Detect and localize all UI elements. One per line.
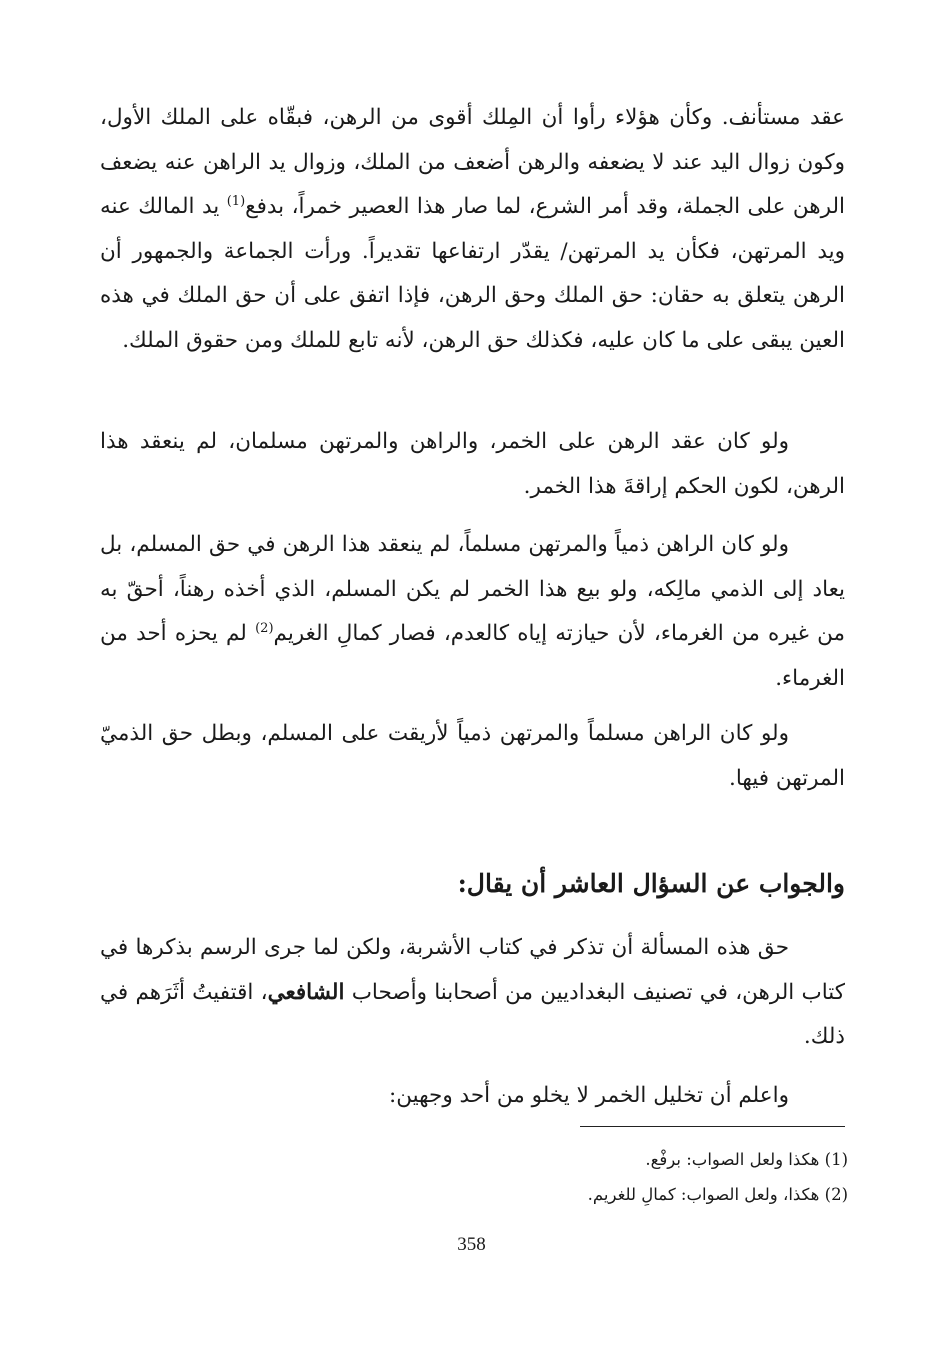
main-text-block-6: [100, 1074, 845, 1119]
paragraph-1-text-a: عقد مستأنف. وكأن هؤلاء رأوا أن المِلك أقوى من الرهن، فبقّاه على الملك الأول، وكون زوال اليد عند لا يضعفه والرهن أضعف من الملك، وزوال يد الراهن عنه يضعف الرهن على الجملة، وقد أمر الشرع، لما صار هذا العصير خمراً، بدفع: [100, 105, 845, 219]
bold-name-shafii: الشافعي: [267, 979, 345, 1005]
main-text-block-5: [100, 926, 845, 1060]
paragraph-5-text-b: ، اقتفيتُ أثَرَهم في ذلك.: [100, 979, 845, 1049]
footnote-divider: [580, 1126, 845, 1127]
footnote-1: (1) هكذا ولعل الصواب: برفْع.: [645, 1150, 848, 1169]
section-heading: والجواب عن السؤال العاشر أن يقال:: [457, 869, 845, 898]
paragraph-2: ولو كان عقد الرهن على الخمر، والراهن والمرتهن مسلمان، لم ينعقد هذا الرهن، لكون الحكم إراقةَ هذا الخمر.: [100, 429, 845, 499]
paragraph-3: [100, 523, 845, 701]
footnotes: [100, 1142, 848, 1212]
paragraph-6: واعلم أن تخليل الخمر لا يخلو من أحد وجهين:: [389, 1083, 789, 1108]
paragraph-3-text-b: لم يحزه أحد من الغرماء.: [100, 621, 845, 691]
page-number: 358: [457, 1234, 486, 1255]
paragraph-5: [100, 926, 845, 1060]
main-text-block-4: [100, 712, 845, 801]
paragraph-3-text-a: ولو كان الراهن ذمياً والمرتهن مسلماً، لم ينعقد هذا الرهن في حق المسلم، بل يعاد إلى الذمي مالِكه، ولو بيع هذا الخمر لم يكن المسلم، الذي أخذه رهناً، أحقّ به من غيره من الغرماء، لأن حيازته إياه كالعدم، فصار كمالِ الغريم: [100, 532, 845, 646]
paragraph-1-text-b: يد المالك عنه ويد المرتهن، فكأن يد المرتهن/ يقدّر ارتفاعها تقديراً. ورأت الجماعة والجمهور أن الرهن يتعلق به حقان: حق الملك وحق الرهن، فإذا اتفق على أن حق الملك في هذه العين يبقى على ما كان عليه، فكذلك حق الرهن، لأنه تابع للملك ومن حقوق الملك.: [100, 194, 845, 353]
footnote-marker-1: (1): [226, 193, 246, 209]
main-text-block-3: [100, 523, 845, 701]
paragraph-1: [100, 96, 845, 363]
footnote-marker-2: (2): [255, 620, 274, 636]
footnote-2: (2) هكذا، ولعل الصواب: كمالِ للغريم.: [587, 1185, 848, 1204]
main-text-block-top: [100, 96, 845, 363]
paragraph-5-text-a: حق هذه المسألة أن تذكر في كتاب الأشربة، ولكن لما جرى الرسم بذكرها في كتاب الرهن، في تصنيف البغداديين من أصحابنا وأصحاب: [100, 935, 845, 1005]
main-text-block-2: [100, 420, 845, 509]
paragraph-4: ولو كان الراهن مسلماً والمرتهن ذمياً لأريقت على المسلم، وبطل حق الذميّ المرتهن فيها.: [100, 721, 845, 791]
